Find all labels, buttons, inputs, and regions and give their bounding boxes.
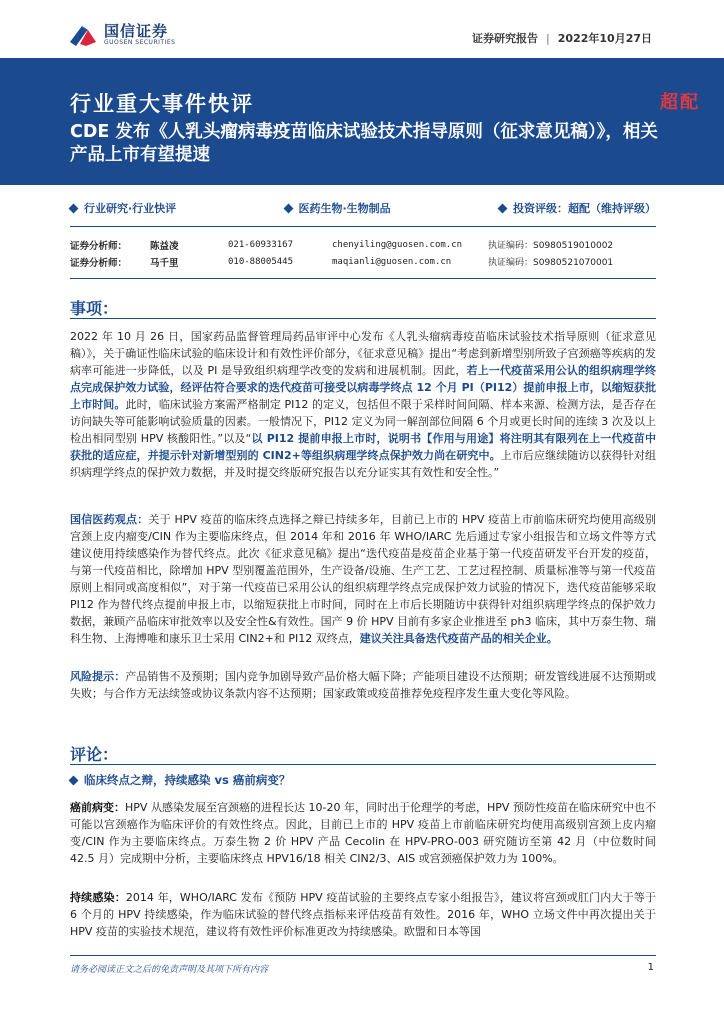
- diamond-icon: [69, 775, 79, 785]
- events-text-a: 2022 年 10 月 26 日，国家药品监督管理局药品审评中心发布《人乳头瘤病毒疫苗临床试验技术指导原则（征求意见稿）》，关于确证性临床试验的临床设计和有效性评价部分，《征求意见稿》提出“考虑到新增型别所致子宫颈癌等疾病的发病率可能进一步降低，以及 PI 是导致组织病理学改变的发病和进展机制。因此，: [70, 330, 656, 377]
- view-text: 关于 HPV 疫苗的临床终点选择之辩已持续多年，目前已上市的 HPV 疫苗上市前临床研究均使用高级别宫颈上皮内瘤变/CIN 作为主要临床终点，但 2014 年和 2016 年 WHO/IARC 先后通过专家小组报告和立场文件等方式建议使用持续感染作为替代终点。此次《征求意见稿》提出“迭代疫苗是疫苗企业基于第一代疫苗研发平台开发的疫苗，与第一代疫苗相比，除增加 HPV 型别覆盖范围外，生产设备/设施、生产工艺、工艺过程控制、质量标准等与第一代疫苗原则上相同或高度相似”，对于第一代疫苗已采用公认的组织病理学终点完成保护效力试验的情况下，迭代疫苗能够采取 PI12 作为替代终点提前申报上市，以缩短获批上市时间，同时在上市后长期随访中获得针对组织病理学终点的保护效力数据，兼顾产品临床审批效率以及安全性&有效性。国产 9 价 HPV 目前有多家企业推进至 ph3 临床，其中万泰生物、瑞科生物、上海博唯和康乐卫士采用 CIN2+和 PI12 双终点，: [70, 513, 656, 645]
- report-category-title: 行业重大事件快评: [70, 92, 254, 116]
- meta-category-text: 行业研究·行业快评: [84, 202, 177, 215]
- analyst-row: [70, 253, 656, 270]
- page-number: 1: [647, 962, 654, 973]
- analyst-email[interactable]: maqianli@guosen.com.cn: [332, 256, 452, 267]
- risk-text: 产品销售不及预期；国内竞争加剧导致产品价格大幅下降；产能项目建设不达预期；研发管线进展不达预期或失败；与合作方无法续签或协议条款内容不达预期；国家政策或疫苗推荐免疫程序发生重大变化等风险。: [70, 670, 657, 700]
- comments-text-1: HPV 从感染发展至宫颈癌的进程长达 10-20 年，同时出于伦理学的考虑，HPV 预防性疫苗在临床研究中也不可能以宫颈癌作为临床评价的有效性终点。因此，目前已上市的 HPV 疫苗上市前临床研究均使用高级别宫颈上皮内瘤变/CIN 作为主要临床终点。万泰生物 2 价 HPV 产品 Cecolin 在 HPV-PRO-003 研究随访至第 42 月（中位数时间 42.5 月）完成期中分析，主要临床终点 HPV16/18 相关 CIN2/3、AIS 或宫颈癌保护效力为 100%。: [70, 801, 657, 865]
- analyst-email[interactable]: chenyiling@guosen.com.cn: [332, 239, 463, 250]
- title-banner: [0, 58, 724, 185]
- diamond-icon: [283, 203, 293, 213]
- meta-rating: [499, 200, 656, 216]
- comments-paragraph-1: [70, 799, 656, 867]
- analyst-role: 证券分析师：: [70, 240, 128, 252]
- top-header: [0, 0, 724, 58]
- footer-divider: [70, 955, 656, 956]
- meta-sector-text: 医药生物·生物制品: [298, 202, 391, 215]
- comments-heading: 评论：: [70, 745, 119, 764]
- divider: [70, 318, 656, 319]
- risk-lead: 风险提示：: [70, 670, 126, 683]
- analyst-role: 证券分析师：: [70, 257, 128, 269]
- header-separator: |: [546, 31, 550, 45]
- analyst-cert: 执证编码：S0980521070001: [488, 258, 614, 268]
- analyst-name: 陈益凌: [150, 240, 179, 252]
- comments-subheading-text: 临床终点之辩，持续感染 vs 癌前病变？: [84, 773, 291, 787]
- analyst-phone: 021-60933167: [228, 239, 294, 250]
- events-heading: 事项：: [70, 299, 119, 318]
- meta-row: [70, 200, 656, 216]
- disclaimer-note: 请务必阅读正文之后的免责声明及其项下所有内容: [70, 965, 269, 975]
- logo-cn: 国信证券: [104, 22, 169, 40]
- report-type: 证券研究报告: [472, 32, 539, 45]
- view-highlight: 建议关注具备迭代疫苗产品的相关企业。: [359, 632, 558, 645]
- guosen-logo: [68, 22, 175, 48]
- risk-paragraph: [70, 668, 656, 702]
- divider: [70, 226, 656, 227]
- comments-text-2: 2014 年，WHO/IARC 发布《预防 HPV 疫苗试验的主要终点专家小组报告》，建议将宫颈或肛门内大于等于 6 个月的 HPV 持续感染，作为临床试验的替代终点指标来评估疫苗有效性。2016 年，WHO 立场文件中再次提出关于 HPV 疫苗的实验技术规范，建议将有效性评价标准更改为持续感染。欧盟和日本等国: [70, 891, 657, 938]
- analyst-row: [70, 236, 656, 253]
- view-lead: 国信医药观点：: [70, 513, 149, 526]
- analyst-phone: 010-88005445: [228, 256, 294, 267]
- analyst-name: 马千里: [150, 257, 179, 269]
- logo-en: GUOSEN SECURITIES: [104, 39, 176, 46]
- header-right: [472, 30, 652, 46]
- events-text-c: 上市后应继续随访以获得针对组织病理学终点的保护效力数据，并及时提交终版研究报告以充分证实其有效性和安全性。”: [70, 449, 656, 479]
- events-paragraph: [70, 328, 656, 481]
- events-highlight-1: 若上一代疫苗采用公认的组织病理学终点完成保护效力试验，经评估符合要求的迭代疫苗可接受以病毒学终点 12 个月 PI（PI12）提前申报上市，以缩短获批上市时间。: [70, 364, 656, 411]
- divider: [70, 278, 656, 279]
- comments-lead-1: 癌前病变：: [70, 801, 126, 814]
- meta-category: [70, 200, 176, 216]
- rating-badge: 超配: [660, 92, 700, 113]
- meta-rating-text: 投资评级：超配（维持评级）: [513, 202, 656, 215]
- events-highlight-2: 以 PI12 提前申报上市时，说明书【作用与用途】将注明其有限列在上一代疫苗中获批的适应症，并提示针对新增型别的 CIN2+等组织病理学终点保护效力尚在研究中。: [70, 432, 656, 462]
- events-text-b: 此时，临床试验方案需严格制定 PI12 的定义，包括但不限于采样时间间隔、样本来源、检测方法，是否存在访问缺失等可能影响试验质量的因素。一般情况下，PI12 定义为同一解剖部位间隔 6 个月或更长时间的连续 3 次及以上检出相同型别 HPV 核酸阳性。”以及“: [70, 398, 657, 445]
- guosen-logo-icon: [68, 22, 98, 48]
- comments-paragraph-2: [70, 889, 656, 940]
- report-date: 2022年10月27日: [557, 32, 652, 45]
- analyst-table: [70, 236, 656, 270]
- diamond-icon: [69, 203, 79, 213]
- comments-lead-2: 持续感染：: [70, 891, 126, 904]
- view-paragraph: [70, 511, 656, 647]
- divider: [70, 764, 656, 765]
- diamond-icon: [498, 203, 508, 213]
- analyst-cert: 执证编码：S0980519010002: [488, 241, 614, 251]
- comments-subheading: [70, 772, 290, 788]
- meta-sector: [285, 200, 391, 216]
- report-headline: CDE 发布《人乳头瘤病毒疫苗临床试验技术指导原则（征求意见稿）》，相关产品上市有望提速: [70, 122, 658, 165]
